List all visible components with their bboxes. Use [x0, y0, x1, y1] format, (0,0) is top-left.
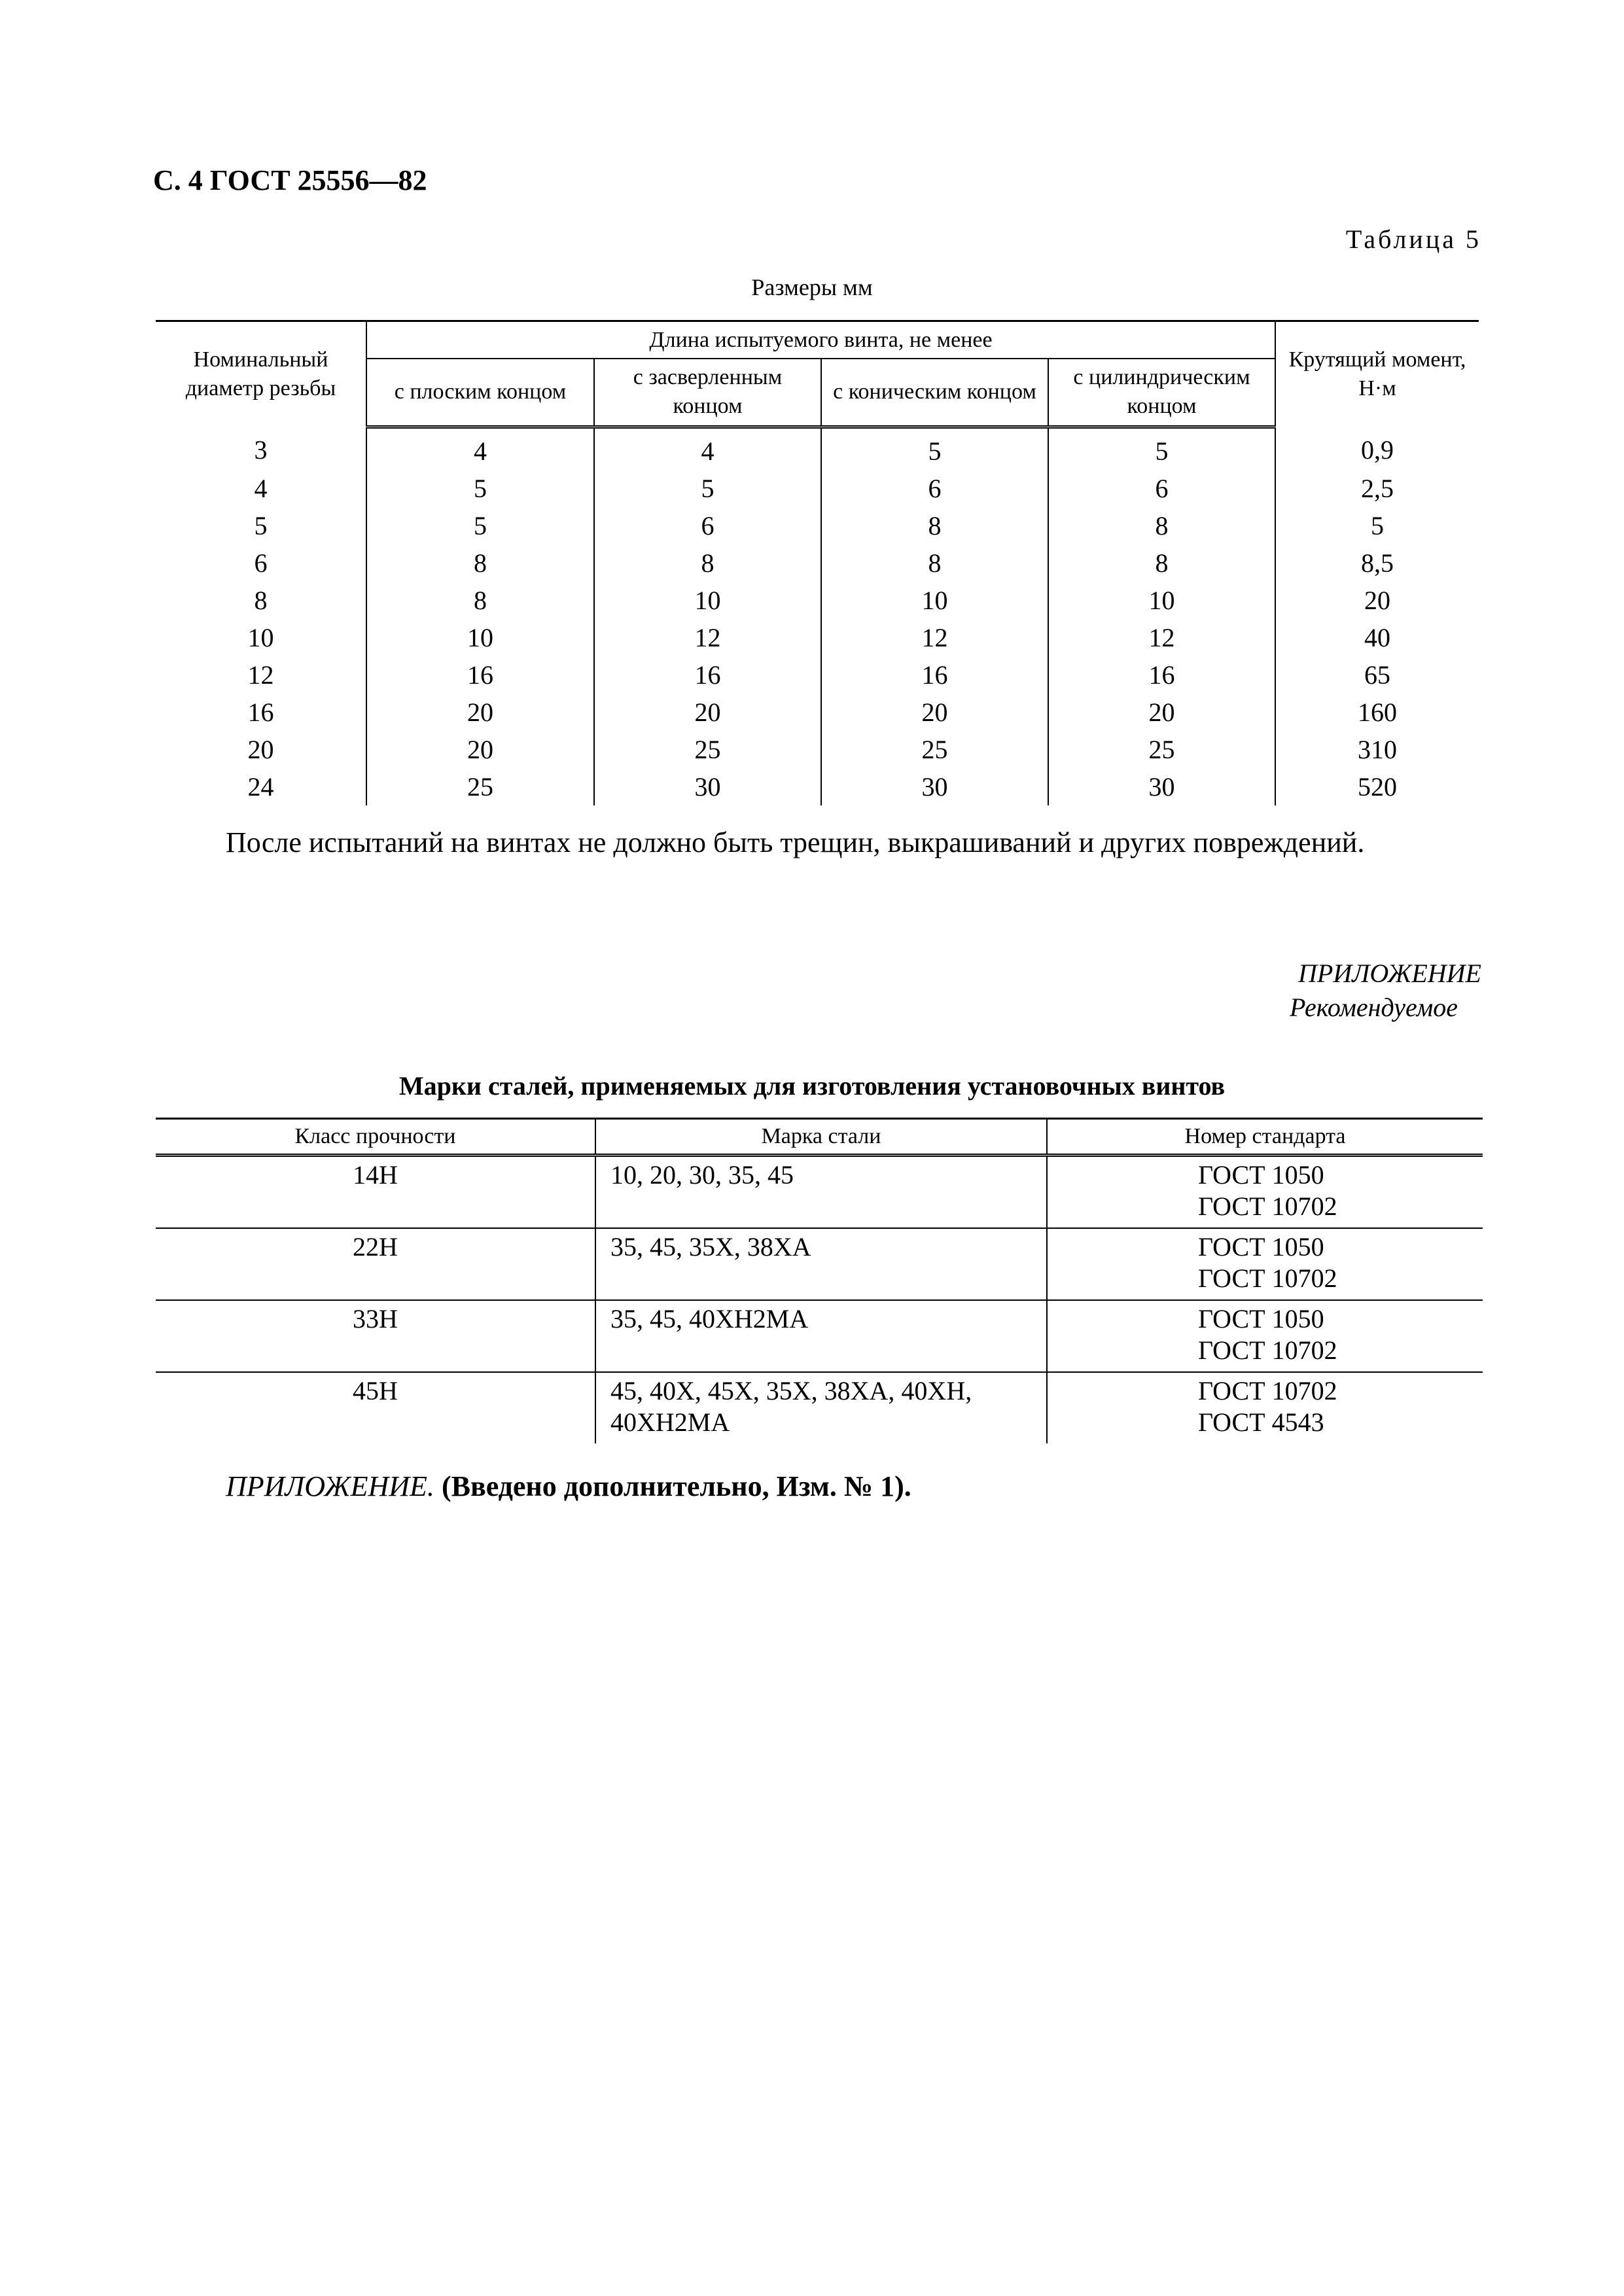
appendix-title: ПРИЛОЖЕНИЕ [1298, 959, 1481, 988]
standard-number: ГОСТ 10702 [1198, 1335, 1337, 1365]
table-cell: 12 [1048, 619, 1275, 656]
footnote-italic: ПРИЛОЖЕНИЕ. [226, 1470, 434, 1502]
table-cell: 20 [1275, 582, 1479, 619]
table-row [156, 427, 1479, 470]
dimensions-table [156, 320, 1479, 805]
table-cell: 5 [821, 427, 1048, 470]
header-steel-grade: Марка стали [595, 1119, 1047, 1156]
table-cell: 8 [1048, 544, 1275, 582]
table-row [156, 619, 1479, 656]
standard-number: ГОСТ 1050 [1198, 1304, 1324, 1333]
table-cell: 16 [366, 656, 594, 694]
table-cell: 25 [366, 768, 594, 805]
table-cell: 20 [1048, 694, 1275, 731]
table-cell: 16 [821, 656, 1048, 694]
header-conical-end: с коническим концом [821, 359, 1048, 427]
table-cell: 20 [594, 694, 821, 731]
steel-grade-cell: 45, 40Х, 45Х, 35Х, 38ХА, 40ХН, 40ХН2МА [595, 1372, 1047, 1443]
table-cell: 8 [821, 507, 1048, 544]
table-cell: 20 [247, 734, 274, 764]
standard-number: ГОСТ 10702 [1198, 1263, 1337, 1293]
steel-grades-table [156, 1118, 1483, 1443]
table-cell: 5 [1048, 427, 1275, 470]
table-cell: 25 [1048, 731, 1275, 768]
table-cell: 10 [366, 619, 594, 656]
steel-grade-cell: 35, 45, 40ХН2МА [595, 1300, 1047, 1372]
table-row [156, 1300, 1483, 1372]
table-cell: 12 [821, 619, 1048, 656]
footnote-bold: (Введено дополнительно, Изм. № 1). [441, 1470, 911, 1502]
test-result-note: После испытаний на винтах не должно быть трещин, выкрашиваний и других повреждений. [226, 826, 1365, 858]
table-units-note: Размеры мм [751, 274, 873, 300]
strength-class-cell: 14Н [156, 1156, 595, 1229]
table-cell: 5 [594, 470, 821, 507]
header-length-group: Длина испытуемого винта, не менее [366, 321, 1275, 359]
table-cell: 5 [366, 470, 594, 507]
table-cell: 12 [594, 619, 821, 656]
strength-class-cell: 45Н [353, 1376, 398, 1405]
table-cell: 24 [247, 771, 274, 802]
table-cell: 6 [594, 507, 821, 544]
table-cell: 2,5 [1275, 470, 1479, 507]
table-cell: 8 [366, 582, 594, 619]
standard-cell [1047, 1372, 1483, 1443]
header-strength-class: Класс прочности [156, 1119, 595, 1156]
table-cell: 20 [821, 694, 1048, 731]
table-row [156, 1156, 1483, 1229]
table-cell: 25 [594, 731, 821, 768]
table-cell: 16 [1048, 656, 1275, 694]
header-flat-end: с плоским концом [366, 359, 594, 427]
steel-grade-cell: 35, 45, 35Х, 38ХА [595, 1228, 1047, 1300]
table-cell: 10 [594, 582, 821, 619]
table-cell: 3 [254, 435, 268, 465]
table-cell: 30 [821, 768, 1048, 805]
steel-grade-cell: 10, 20, 30, 35, 45 [595, 1156, 1047, 1229]
appendix-footnote [226, 1470, 911, 1503]
table-cell: 8 [594, 544, 821, 582]
table-cell: 10 [1048, 582, 1275, 619]
standard-number: ГОСТ 1050 [1198, 1160, 1324, 1190]
table-row [156, 1228, 1483, 1300]
table-cell: 8 [1048, 507, 1275, 544]
table-cell: 65 [1275, 656, 1479, 694]
table-cell: 8 [366, 544, 594, 582]
page-header: С. 4 ГОСТ 25556—82 [153, 164, 427, 196]
table-cell: 25 [821, 731, 1048, 768]
strength-class-cell: 33Н [156, 1300, 595, 1372]
table-cell: 5 [1275, 507, 1479, 544]
table-row [156, 694, 1479, 731]
standard-cell [1047, 1228, 1483, 1300]
table-row [156, 470, 1479, 507]
table-cell: 4 [594, 427, 821, 470]
table-cell: 12 [247, 660, 274, 690]
table-cell: 6 [1048, 470, 1275, 507]
table-cell: 8 [254, 585, 268, 615]
table-cell: 0,9 [1275, 427, 1479, 470]
standard-number: ГОСТ 10702 [1198, 1192, 1337, 1221]
standard-cell [1047, 1300, 1483, 1372]
table-row [156, 507, 1479, 544]
table-cell: 5 [366, 507, 594, 544]
table-cell: 40 [1275, 619, 1479, 656]
table-row [156, 768, 1479, 805]
strength-class-cell: 22Н [156, 1228, 595, 1300]
table-cell: 310 [1275, 731, 1479, 768]
standard-number: ГОСТ 4543 [1198, 1407, 1324, 1437]
standard-cell [1047, 1156, 1483, 1229]
table-cell: 8 [821, 544, 1048, 582]
table-cell: 16 [247, 697, 274, 727]
standard-number: ГОСТ 1050 [1198, 1232, 1324, 1262]
table-cell: 16 [594, 656, 821, 694]
table-cell: 6 [254, 548, 268, 578]
table-row [156, 731, 1479, 768]
table-row [156, 1372, 1483, 1443]
steels-table-title: Марки сталей, применяемых для изготовления установочных винтов [398, 1071, 1226, 1101]
standard-number: ГОСТ 10702 [1198, 1376, 1337, 1405]
header-diameter: Номинальный диаметр резьбы [156, 321, 366, 427]
table-cell: 5 [254, 510, 268, 540]
table-cell: 30 [594, 768, 821, 805]
header-torque: Крутящий момент, Н·м [1275, 321, 1479, 427]
table-cell: 6 [821, 470, 1048, 507]
table-row [156, 656, 1479, 694]
table-cell: 10 [247, 622, 274, 652]
table-row [156, 582, 1479, 619]
table-caption: Таблица 5 [1345, 224, 1481, 254]
dimensions-table-body [156, 427, 1479, 805]
table-cell: 4 [366, 427, 594, 470]
table-cell: 20 [366, 694, 594, 731]
table-cell: 520 [1275, 768, 1479, 805]
table-row [156, 544, 1479, 582]
header-standard-number: Номер стандарта [1047, 1119, 1483, 1156]
appendix-subtitle: Рекомендуемое [1289, 993, 1458, 1022]
table-cell: 160 [1275, 694, 1479, 731]
table-cell: 8,5 [1275, 544, 1479, 582]
table-cell: 10 [821, 582, 1048, 619]
header-drilled-end: с засверленным концом [594, 359, 821, 427]
table-cell: 4 [254, 473, 268, 503]
table-cell: 30 [1048, 768, 1275, 805]
steel-grades-table-body [156, 1156, 1483, 1444]
header-cylindrical-end: с цилиндрическим концом [1048, 359, 1275, 427]
table-cell: 20 [366, 731, 594, 768]
